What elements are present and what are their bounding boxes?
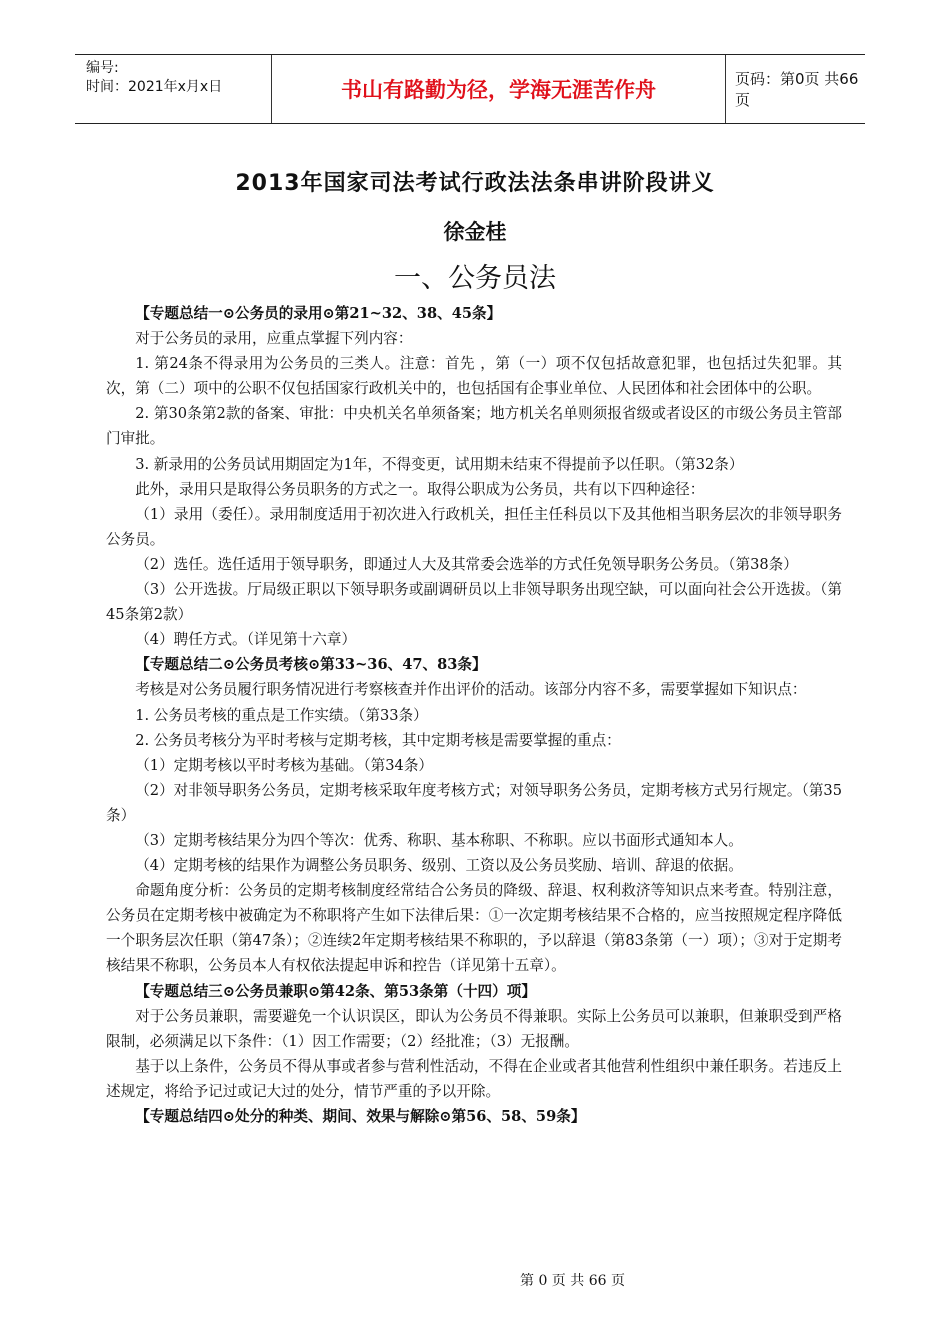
- paragraph: （2）对非领导职务公务员，定期考核采取年度考核方式；对领导职务公务员，定期考核方式另行规定。（第35条）: [106, 781, 842, 824]
- paragraph: （1）定期考核以平时考核为基础。（第34条）: [135, 756, 434, 774]
- section-heading: 【专题总结二⊙公务员考核⊙第33~36、47、83条】: [135, 656, 487, 674]
- document-number-label: 编号:: [86, 60, 119, 76]
- paragraph: 基于以上条件，公务员不得从事或者参与营利性活动，不得在企业或者其他营利性组织中兼任职务。若违反上述规定，将给予记过或记大过的处分，情节严重的予以开除。: [106, 1057, 842, 1100]
- paragraph: 2. 公务员考核分为平时考核与定期考核，其中定期考核是需要掌握的重点：: [135, 731, 621, 749]
- page-footer: 第 0 页 共 66 页: [520, 1273, 625, 1289]
- chapter-title: 一、公务员法: [394, 263, 556, 294]
- paragraph: 对于公务员兼职，需要避免一个认识误区，即认为公务员不得兼职。实际上公务员可以兼职，但兼职受到严格限制，必须满足以下条件：（1）因工作需要；（2）经批准；（3）无报酬。: [106, 1007, 842, 1050]
- paragraph: （2）选任。选任适用于领导职务，即通过人大及其常委会选举的方式任免领导职务公务员。（第38条）: [135, 555, 798, 573]
- paragraph: （1）录用（委任）。录用制度适用于初次进入行政机关，担任主任科员以下及其他相当职务层次的非领导职务公务员。: [106, 505, 842, 548]
- header-left-cell: [75, 55, 272, 123]
- section-heading: 【专题总结三⊙公务员兼职⊙第42条、第53条第（十四）项】: [135, 982, 536, 1000]
- section-heading: 【专题总结四⊙处分的种类、期间、效果与解除⊙第56、58、59条】: [135, 1108, 586, 1125]
- paragraph: （3）公开选拔。厅局级正职以下领导职务或副调研员以上非领导职务出现空缺，可以面向社会公开选拔。（第45条第2款）: [106, 581, 842, 624]
- header-page-info: 页码：第0页 共66页: [735, 70, 859, 109]
- section-heading: 【专题总结一⊙公务员的录用⊙第21~32、38、45条】: [135, 305, 502, 322]
- paragraph: （3）定期考核结果分为四个等次：优秀、称职、基本称职、不称职。应以书面形式通知本人。: [135, 831, 743, 849]
- paragraph: （4）聘任方式。（详见第十六章）: [135, 631, 357, 649]
- paragraph: （4）定期考核的结果作为调整公务员职务、级别、工资以及公务员奖励、培训、辞退的依据。: [135, 857, 743, 875]
- paragraph: 考核是对公务员履行职务情况进行考察核查并作出评价的活动。该部分内容不多，需要掌握如下知识点：: [135, 681, 807, 699]
- paragraph: 3. 新录用的公务员试用期固定为1年，不得变更，试用期未结束不得提前予以任职。（第32条）: [135, 455, 744, 473]
- paragraph: 命题角度分析：公务员的定期考核制度经常结合公务员的降级、辞退、权利救济等知识点来考查。特别注意，公务员在定期考核中被确定为不称职将产生如下法律后果：①一次定期考核结果不合格的，应当按照规定程序降低一个职务层次任职（第47条）；②连续2年定期考核结果不称职的，予以辞退（第83条第（一）项）；③对于定期考核结果不称职，公务员本人有权依法提起申诉和控告（详见第十五章）。: [106, 882, 842, 975]
- document-author: 徐金桂: [443, 220, 507, 244]
- paragraph: 此外，录用只是取得公务员职务的方式之一。取得公职成为公务员，共有以下四种途径：: [135, 480, 705, 498]
- document-time-label: 时间：2021年x月x日: [86, 79, 223, 95]
- paragraph: 1. 第24条不得录用为公务员的三类人。注意：首先 ，第（一）项不仅包括故意犯罪，也包括过失犯罪。其次，第（二）项中的公职不仅包括国家行政机关中的，也包括国有企事业单位、人民团体和社会团体中的公职。: [106, 355, 842, 398]
- header-motto: 书山有路勤为径，学海无涯苦作舟: [272, 55, 726, 123]
- paragraph: 2. 第30条第2款的备案、审批：中央机关名单须备案；地方机关名单则须报省级或者设区的市级公务员主管部门审批。: [106, 405, 842, 448]
- document-title: 2013年国家司法考试行政法法条串讲阶段讲义: [235, 171, 715, 196]
- paragraph: 1. 公务员考核的重点是工作实绩。（第33条）: [135, 706, 428, 724]
- header-table: [75, 54, 865, 124]
- paragraph: 对于公务员的录用，应重点掌握下列内容：: [135, 330, 413, 348]
- document-body: [106, 301, 842, 1129]
